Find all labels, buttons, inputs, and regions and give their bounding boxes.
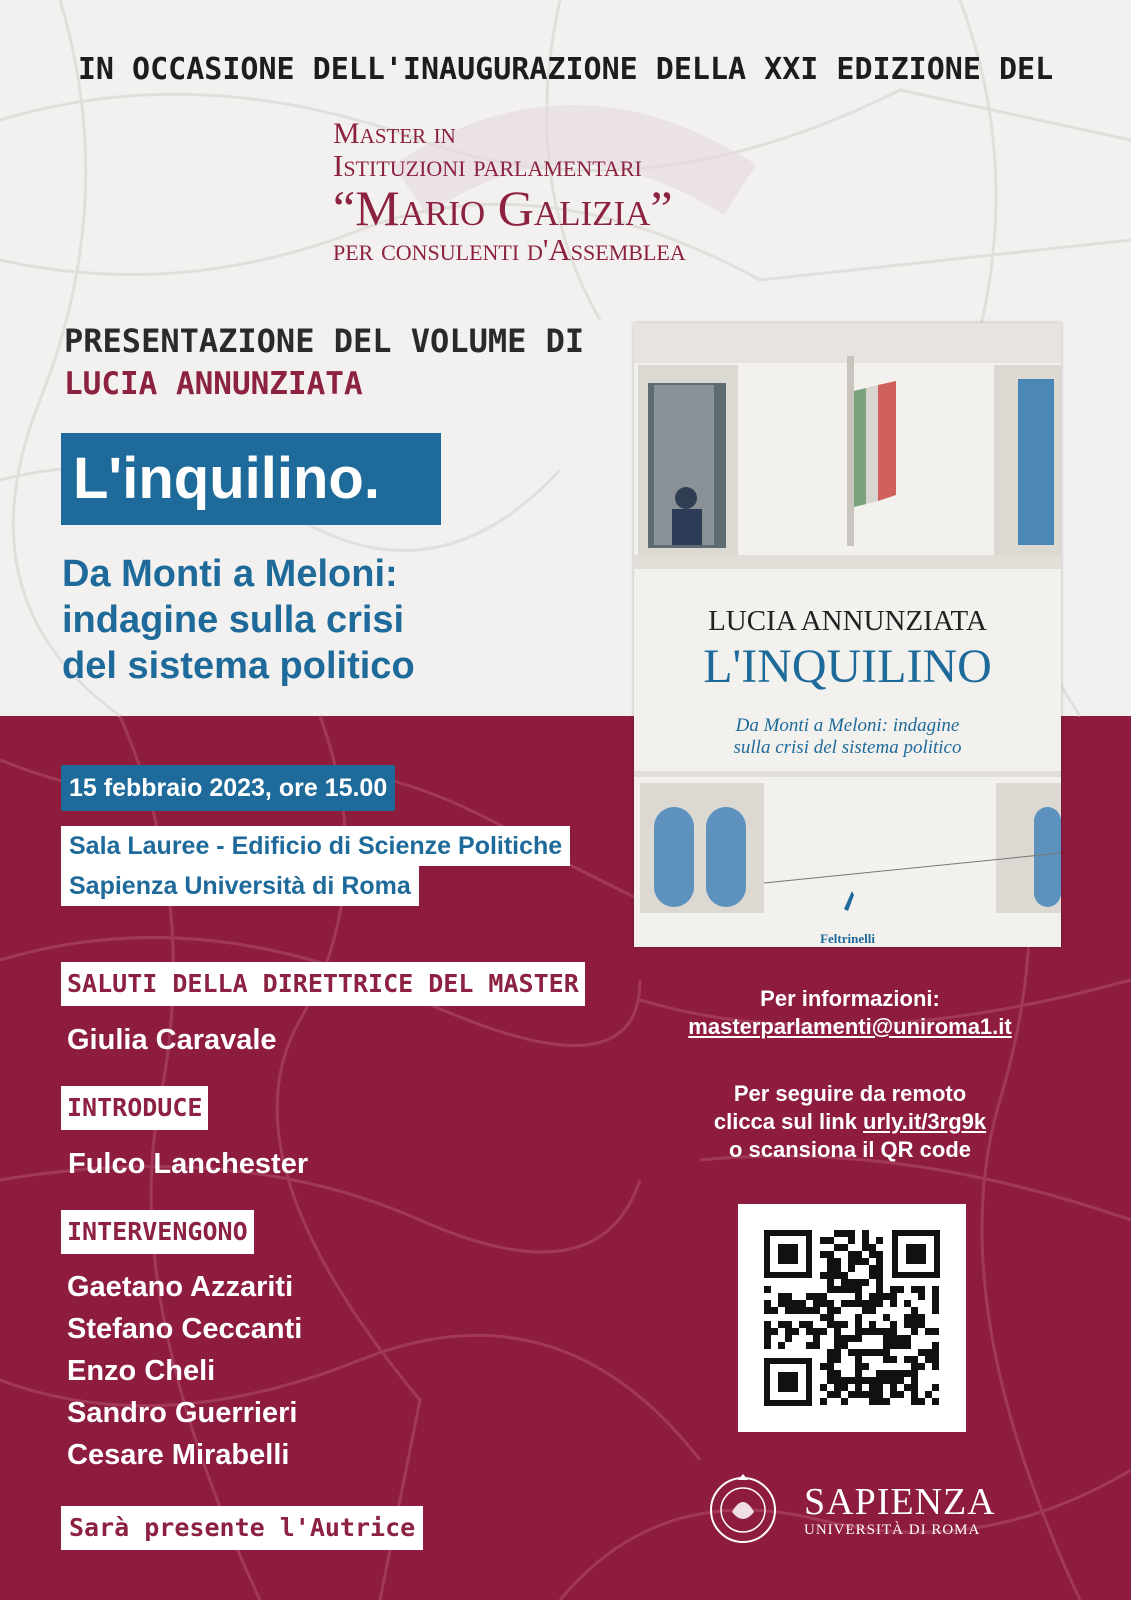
qr-module	[848, 1265, 855, 1272]
qr-module	[778, 1300, 785, 1307]
qr-module	[897, 1286, 904, 1293]
qr-module	[869, 1377, 876, 1384]
qr-module	[862, 1349, 869, 1356]
qr-module	[890, 1342, 897, 1349]
qr-module	[820, 1293, 827, 1300]
qr-module	[848, 1391, 855, 1398]
qr-module	[883, 1377, 890, 1384]
qr-module	[876, 1391, 883, 1398]
qr-module	[869, 1272, 876, 1279]
qr-module	[897, 1391, 904, 1398]
qr-module	[778, 1342, 785, 1349]
speaker-name: Gaetano Azzariti	[67, 1271, 294, 1303]
qr-module	[932, 1349, 939, 1356]
qr-module	[890, 1328, 897, 1335]
qr-module	[932, 1398, 939, 1405]
event-venue	[61, 826, 570, 906]
qr-module	[834, 1377, 841, 1384]
qr-module	[813, 1328, 820, 1335]
qr-module	[925, 1356, 932, 1363]
cover-title: L'INQUILINO	[703, 640, 992, 693]
qr-module	[876, 1398, 883, 1405]
qr-module	[876, 1258, 883, 1265]
info-email-link[interactable]: masterparlamenti@uniroma1.it	[688, 1014, 1012, 1039]
qr-module	[813, 1335, 820, 1342]
qr-module	[883, 1293, 890, 1300]
qr-module	[841, 1244, 848, 1251]
qr-module	[820, 1398, 827, 1405]
qr-module	[869, 1398, 876, 1405]
qr-module	[876, 1349, 883, 1356]
qr-module	[841, 1230, 848, 1237]
qr-module	[848, 1349, 855, 1356]
introduce-name: Fulco Lanchester	[68, 1148, 309, 1180]
qr-module	[820, 1237, 827, 1244]
qr-module	[806, 1307, 813, 1314]
qr-module	[932, 1363, 939, 1370]
qr-module	[876, 1293, 883, 1300]
cover-subtitle	[634, 715, 1061, 759]
qr-module	[792, 1307, 799, 1314]
qr-module	[827, 1349, 834, 1356]
qr-module	[855, 1286, 862, 1293]
qr-module	[869, 1251, 876, 1258]
qr-module	[876, 1370, 883, 1377]
qr-module	[834, 1321, 841, 1328]
qr-module	[792, 1300, 799, 1307]
qr-module	[876, 1251, 883, 1258]
qr-code[interactable]	[738, 1204, 966, 1432]
qr-module	[841, 1335, 848, 1342]
subtitle-line-2: indagine sulla crisi	[62, 599, 405, 641]
qr-module	[897, 1342, 904, 1349]
qr-module	[764, 1328, 771, 1335]
qr-module	[932, 1342, 939, 1349]
qr-module	[862, 1258, 869, 1265]
qr-module	[834, 1258, 841, 1265]
greetings-label: SALUTI DELLA DIRETTRICE DEL MASTER	[61, 962, 585, 1006]
qr-module	[911, 1307, 918, 1314]
qr-module	[778, 1321, 785, 1328]
qr-module	[918, 1363, 925, 1370]
qr-module	[911, 1286, 918, 1293]
qr-module	[855, 1314, 862, 1321]
qr-module	[785, 1300, 792, 1307]
qr-module	[764, 1321, 771, 1328]
master-line-2: Istituzioni parlamentari	[333, 148, 642, 183]
qr-module	[855, 1328, 862, 1335]
qr-module	[799, 1300, 806, 1307]
sapienza-seal-icon	[708, 1470, 778, 1550]
qr-module	[869, 1349, 876, 1356]
qr-module	[827, 1265, 834, 1272]
qr-module	[869, 1391, 876, 1398]
qr-module	[841, 1286, 848, 1293]
cover-author: LUCIA ANNUNZIATA	[708, 605, 987, 637]
master-line-4: per consulenti d'Assemblea	[333, 232, 686, 267]
venue-line-2: Sapienza Università di Roma	[61, 866, 419, 906]
qr-module	[841, 1300, 848, 1307]
presentation-intro: PRESENTAZIONE DEL VOLUME DI	[64, 322, 585, 360]
remote-line-1: Per seguire da remoto	[733, 1081, 967, 1106]
qr-module	[918, 1314, 925, 1321]
qr-module	[862, 1300, 869, 1307]
info-block	[640, 985, 1060, 1041]
qr-module	[883, 1335, 890, 1342]
qr-module	[820, 1300, 827, 1307]
qr-module	[834, 1307, 841, 1314]
qr-module	[876, 1237, 883, 1244]
qr-module	[806, 1321, 813, 1328]
remote-link[interactable]: urly.it/3rg9k	[863, 1109, 987, 1134]
qr-module	[932, 1328, 939, 1335]
qr-module	[841, 1342, 848, 1349]
qr-module	[897, 1370, 904, 1377]
qr-module	[834, 1370, 841, 1377]
qr-module	[848, 1300, 855, 1307]
qr-module	[841, 1279, 848, 1286]
qr-module	[820, 1272, 827, 1279]
qr-module	[834, 1272, 841, 1279]
qr-module	[904, 1314, 911, 1321]
master-line-1: Master in	[333, 117, 456, 150]
qr-module	[855, 1321, 862, 1328]
qr-module	[883, 1314, 890, 1321]
qr-module	[855, 1293, 862, 1300]
qr-module	[918, 1286, 925, 1293]
speaker-name: Enzo Cheli	[67, 1355, 216, 1387]
qr-module	[918, 1321, 925, 1328]
qr-module	[848, 1335, 855, 1342]
qr-module	[876, 1265, 883, 1272]
qr-module	[855, 1384, 862, 1391]
qr-module	[771, 1328, 778, 1335]
qr-module	[855, 1370, 862, 1377]
qr-module	[827, 1314, 834, 1321]
qr-module	[848, 1237, 855, 1244]
qr-module	[904, 1335, 911, 1342]
qr-module	[813, 1293, 820, 1300]
qr-module	[883, 1342, 890, 1349]
author-present-label: Sarà presente l'Autrice	[61, 1506, 423, 1550]
qr-module	[890, 1286, 897, 1293]
qr-module	[827, 1321, 834, 1328]
qr-module	[771, 1307, 778, 1314]
subtitle-line-3: del sistema politico	[62, 645, 415, 687]
master-line-3: “Mario Galizia”	[333, 180, 673, 236]
qr-module	[890, 1384, 897, 1391]
qr-module	[876, 1300, 883, 1307]
cover-subtitle-line-2: sulla crisi del sistema politico	[733, 737, 962, 758]
qr-module	[918, 1349, 925, 1356]
qr-module	[925, 1349, 932, 1356]
info-label: Per informazioni:	[760, 986, 940, 1011]
qr-module	[904, 1370, 911, 1377]
speaker-name: Sandro Guerrieri	[67, 1397, 298, 1429]
qr-module	[890, 1391, 897, 1398]
qr-module	[855, 1349, 862, 1356]
qr-module	[869, 1321, 876, 1328]
qr-module	[855, 1258, 862, 1265]
remote-block	[640, 1080, 1060, 1164]
logo-subtitle: UNIVERSITÀ DI ROMA	[804, 1522, 981, 1538]
qr-module	[890, 1293, 897, 1300]
speakers-label: INTERVENGONO	[61, 1210, 254, 1254]
qr-module	[890, 1335, 897, 1342]
qr-module	[848, 1230, 855, 1237]
qr-module	[848, 1279, 855, 1286]
qr-module	[876, 1286, 883, 1293]
qr-module	[855, 1356, 862, 1363]
qr-module	[911, 1321, 918, 1328]
logo-name: SAPIENZA	[804, 1481, 996, 1523]
qr-module	[806, 1293, 813, 1300]
qr-module	[855, 1279, 862, 1286]
qr-module	[855, 1251, 862, 1258]
qr-module	[862, 1391, 869, 1398]
qr-module	[764, 1307, 771, 1314]
qr-module	[876, 1328, 883, 1335]
event-date: 15 febbraio 2023, ore 15.00	[61, 765, 395, 811]
qr-module	[834, 1230, 841, 1237]
qr-module	[834, 1384, 841, 1391]
sapienza-logo	[804, 1482, 996, 1539]
qr-module	[834, 1342, 841, 1349]
qr-module	[869, 1265, 876, 1272]
introduce-label: INTRODUCE	[61, 1086, 208, 1130]
qr-module	[785, 1293, 792, 1300]
speaker-name: Stefano Ceccanti	[67, 1313, 303, 1345]
qr-module	[932, 1356, 939, 1363]
qr-module	[799, 1321, 806, 1328]
qr-module	[883, 1398, 890, 1405]
qr-module	[834, 1328, 841, 1335]
qr-code-graphic	[738, 1204, 966, 1432]
cover-publisher: Feltrinelli	[820, 931, 875, 946]
presentation-author: LUCIA ANNUNZIATA	[64, 366, 363, 402]
qr-module	[834, 1265, 841, 1272]
qr-module	[932, 1293, 939, 1300]
qr-module	[827, 1377, 834, 1384]
cover-subtitle-line-1: Da Monti a Meloni: indagine	[735, 715, 960, 736]
qr-module	[904, 1384, 911, 1391]
qr-module	[764, 1335, 771, 1342]
book-title-box: L'inquilino.	[61, 433, 441, 525]
qr-module	[827, 1370, 834, 1377]
qr-module	[827, 1258, 834, 1265]
book-subtitle	[62, 551, 532, 689]
qr-module	[911, 1391, 918, 1398]
speaker-name: Cesare Mirabelli	[67, 1439, 290, 1471]
qr-module	[827, 1363, 834, 1370]
qr-module	[827, 1356, 834, 1363]
qr-module	[827, 1307, 834, 1314]
qr-module	[911, 1328, 918, 1335]
qr-module	[918, 1293, 925, 1300]
qr-module	[806, 1342, 813, 1349]
qr-module	[890, 1321, 897, 1328]
qr-module	[911, 1314, 918, 1321]
occasion-heading: IN OCCASIONE DELL'INAUGURAZIONE DELLA XXI EDIZIONE DEL	[77, 52, 1054, 87]
qr-module	[834, 1391, 841, 1398]
qr-module	[869, 1293, 876, 1300]
qr-module	[911, 1370, 918, 1377]
qr-module	[904, 1342, 911, 1349]
qr-module	[799, 1307, 806, 1314]
qr-module	[764, 1342, 771, 1349]
qr-module	[911, 1384, 918, 1391]
qr-module	[841, 1321, 848, 1328]
qr-module	[932, 1307, 939, 1314]
qr-module	[778, 1293, 785, 1300]
qr-module	[925, 1391, 932, 1398]
qr-module	[855, 1363, 862, 1370]
qr-module	[855, 1391, 862, 1398]
qr-module	[876, 1272, 883, 1279]
qr-module	[904, 1300, 911, 1307]
book-cover-image	[634, 323, 1061, 947]
qr-module	[862, 1244, 869, 1251]
speakers-list	[67, 1266, 302, 1476]
qr-module	[862, 1279, 869, 1286]
qr-module	[897, 1377, 904, 1384]
qr-module	[876, 1384, 883, 1391]
qr-module	[911, 1377, 918, 1384]
qr-module	[820, 1251, 827, 1258]
qr-module	[834, 1356, 841, 1363]
qr-module	[785, 1335, 792, 1342]
qr-module	[883, 1349, 890, 1356]
qr-module	[883, 1370, 890, 1377]
remote-line-3: o scansiona il QR code	[728, 1137, 972, 1162]
qr-module	[764, 1286, 771, 1293]
qr-module	[883, 1356, 890, 1363]
qr-module	[862, 1237, 869, 1244]
qr-module	[876, 1279, 883, 1286]
qr-module	[855, 1335, 862, 1342]
qr-module	[932, 1384, 939, 1391]
remote-line-2: clicca sul link	[713, 1109, 864, 1134]
qr-module	[911, 1363, 918, 1370]
qr-module	[932, 1300, 939, 1307]
qr-module	[834, 1244, 841, 1251]
qr-module	[869, 1244, 876, 1251]
qr-module	[841, 1377, 848, 1384]
qr-module	[848, 1258, 855, 1265]
qr-module	[834, 1335, 841, 1342]
qr-module	[827, 1237, 834, 1244]
qr-module	[820, 1314, 827, 1321]
qr-module	[904, 1321, 911, 1328]
qr-module	[827, 1272, 834, 1279]
qr-module	[869, 1384, 876, 1391]
qr-module	[890, 1370, 897, 1377]
qr-module	[904, 1356, 911, 1363]
qr-module	[792, 1328, 799, 1335]
qr-module	[869, 1328, 876, 1335]
qr-module	[883, 1328, 890, 1335]
master-title-block	[333, 118, 686, 266]
qr-module	[841, 1272, 848, 1279]
qr-module	[918, 1398, 925, 1405]
qr-module	[785, 1307, 792, 1314]
greetings-name: Giulia Caravale	[67, 1024, 277, 1056]
qr-module	[925, 1328, 932, 1335]
qr-module	[813, 1342, 820, 1349]
qr-module	[855, 1300, 862, 1307]
qr-module	[848, 1286, 855, 1293]
qr-module	[813, 1307, 820, 1314]
qr-module	[827, 1391, 834, 1398]
qr-module	[820, 1328, 827, 1335]
qr-module	[897, 1335, 904, 1342]
qr-module	[827, 1251, 834, 1258]
qr-module	[813, 1300, 820, 1307]
qr-module	[848, 1377, 855, 1384]
qr-module	[869, 1307, 876, 1314]
qr-module	[855, 1377, 862, 1384]
qr-module	[827, 1300, 834, 1307]
qr-module	[841, 1384, 848, 1391]
subtitle-line-1: Da Monti a Meloni:	[62, 553, 398, 595]
qr-module	[862, 1328, 869, 1335]
qr-module	[869, 1300, 876, 1307]
qr-module	[911, 1356, 918, 1363]
qr-module	[834, 1349, 841, 1356]
qr-module	[862, 1377, 869, 1384]
qr-module	[848, 1251, 855, 1258]
qr-module	[764, 1300, 771, 1307]
qr-module	[785, 1321, 792, 1328]
qr-module	[932, 1286, 939, 1293]
qr-module	[827, 1279, 834, 1286]
qr-module	[890, 1356, 897, 1363]
qr-module	[911, 1398, 918, 1405]
qr-module	[890, 1300, 897, 1307]
venue-line-1: Sala Lauree - Edificio di Scienze Politiche	[61, 826, 570, 866]
qr-module	[876, 1377, 883, 1384]
qr-module	[820, 1384, 827, 1391]
qr-module	[785, 1328, 792, 1335]
qr-module	[841, 1398, 848, 1405]
qr-module	[820, 1363, 827, 1370]
qr-module	[834, 1286, 841, 1293]
qr-module	[862, 1363, 869, 1370]
qr-module	[806, 1328, 813, 1335]
qr-module	[862, 1230, 869, 1237]
qr-module	[890, 1377, 897, 1384]
qr-module	[862, 1307, 869, 1314]
qr-module	[827, 1286, 834, 1293]
